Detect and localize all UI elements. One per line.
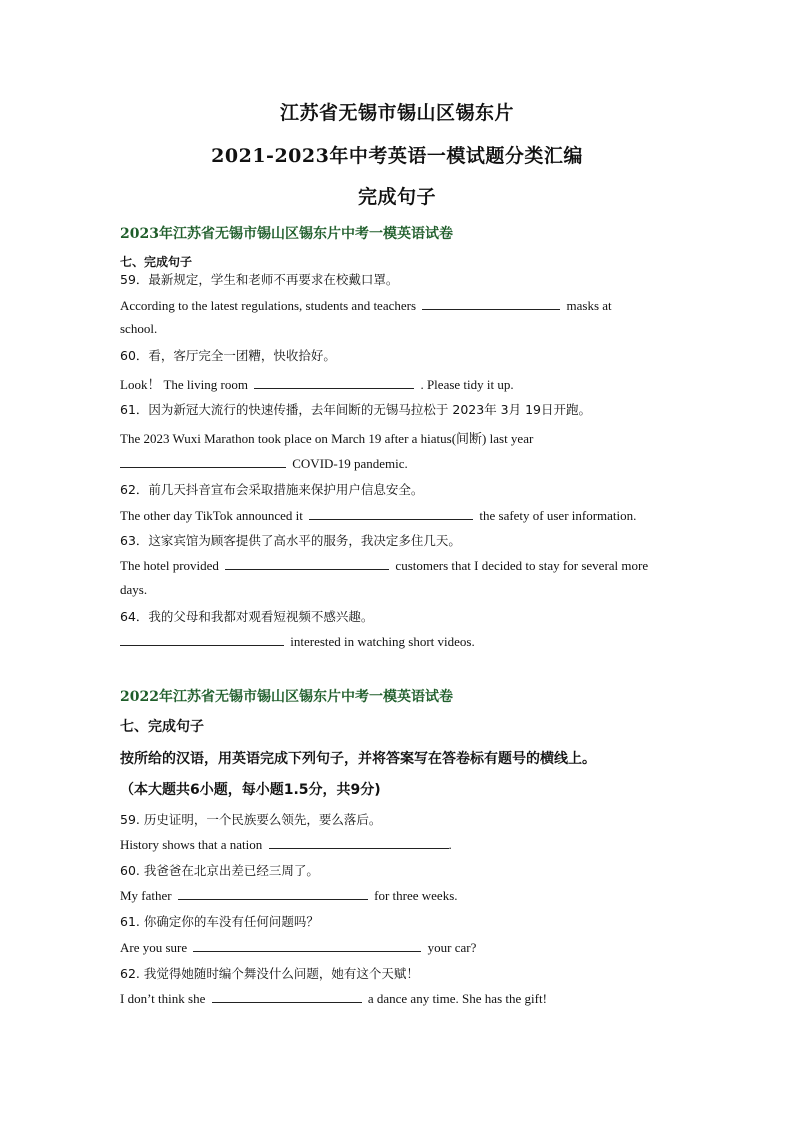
q62-2022-text-b: a dance any time. She has the gift! — [367, 991, 547, 1006]
q62-2023-text-a: The other day TikTok announced it — [120, 508, 303, 523]
q60-2022-text-a: My father — [120, 888, 172, 903]
q59-2023-text-a: According to the latest regulations, students and teachers — [120, 298, 417, 313]
answer-blank[interactable] — [422, 297, 560, 310]
answer-blank[interactable] — [120, 455, 286, 468]
q61-2022-text-a: Are you sure — [120, 940, 188, 955]
q63-2023-chinese: 63．这家宾馆为顾客提供了高水平的服务，我决定多住几天。 — [120, 533, 461, 548]
section-2022-heading: 2022年江苏省无锡市锡山区锡东片中考一模英语试卷 — [120, 689, 453, 705]
answer-blank[interactable] — [309, 507, 473, 520]
doc-title-line2: 2021-2023年中考英语一模试题分类汇编 — [211, 145, 583, 167]
q64-2023-text-b: interested in watching short videos. — [290, 634, 475, 649]
q60-2023-text-b: . Please tidy it up. — [420, 377, 514, 392]
q63-2023-text-a: The hotel provided — [120, 558, 219, 573]
q59-2023-english — [120, 297, 612, 314]
q60-2022-english — [120, 887, 458, 904]
answer-blank[interactable] — [212, 990, 362, 1003]
q59-2022-chinese: 59. 历史证明，一个民族要么领先，要么落后。 — [120, 812, 382, 827]
section-2023-part: 七、完成句子 — [120, 255, 193, 269]
answer-blank[interactable] — [193, 939, 421, 952]
q60-2023-text-a: Look！ The living room — [120, 377, 248, 392]
answer-blank[interactable] — [254, 376, 414, 389]
answer-blank[interactable] — [225, 557, 389, 570]
q60-2022-text-b: for three weeks. — [374, 888, 458, 903]
q59-2023-text-c: school. — [120, 321, 158, 336]
q62-2022-text-a: I don’t think she — [120, 991, 206, 1006]
q62-2023-text-b: the safety of user information. — [479, 508, 637, 523]
q60-2023-english — [120, 374, 514, 393]
q62-2023-chinese: 62．前几天抖音宣布会采取措施来保护用户信息安全。 — [120, 482, 424, 497]
doc-title-line3: 完成句子 — [357, 186, 436, 208]
q60-2022-chinese: 60. 我爸爸在北京出差已经三周了。 — [120, 863, 319, 878]
q61-2023-chinese: 61．因为新冠大流行的快速传播，去年间断的无锡马拉松于 2023年 3月 19日开跑。 — [120, 402, 591, 417]
q59-2022-text-b: . — [448, 837, 452, 852]
answer-blank[interactable] — [120, 633, 284, 646]
q64-2023-chinese: 64．我的父母和我都对观看短视频不感兴趣。 — [120, 609, 374, 624]
q61-2022-english — [120, 939, 476, 956]
q61-2023-text-a: The 2023 Wuxi Marathon took place on March 19 after a hiatus(间断) last year — [120, 431, 534, 446]
q61-2023-text-b: COVID-19 pandemic. — [292, 456, 408, 471]
q59-2023-chinese: 59．最新规定，学生和老师不再要求在校戴口罩。 — [120, 272, 399, 287]
section-2023-heading: 2023年江苏省无锡市锡山区锡东片中考一模英语试卷 — [120, 226, 453, 242]
q62-2022-english — [120, 990, 547, 1007]
q59-2023-text-b: masks at — [566, 298, 612, 313]
q63-2023-text-b: customers that I decided to stay for several more — [395, 558, 649, 573]
q62-2022-chinese: 62. 我觉得她随时编个舞没什么问题，她有这个天赋！ — [120, 966, 419, 981]
answer-blank[interactable] — [269, 836, 449, 849]
doc-title-line1: 江苏省无锡市锡山区锡东片 — [279, 102, 514, 124]
section-2022-scoring: （本大题共6小题，每小题1.5分，共9分) — [120, 782, 381, 798]
answer-blank[interactable] — [178, 887, 368, 900]
q61-2022-chinese: 61. 你确定你的车没有任何问题吗？ — [120, 914, 319, 929]
q63-2023-english — [120, 557, 648, 574]
q61-2023-english-b — [120, 455, 408, 472]
section-2022-instruction: 按所给的汉语，用英语完成下列句子，并将答案写在答卷标有题号的横线上。 — [120, 751, 596, 767]
q61-2022-text-b: your car? — [427, 940, 477, 955]
q60-2023-chinese: 60．看，客厅完全一团糟，快收拾好。 — [120, 348, 336, 363]
q62-2023-english — [120, 507, 636, 524]
q59-2022-english — [120, 836, 452, 853]
section-2022-part: 七、完成句子 — [120, 719, 204, 735]
q64-2023-english — [120, 633, 475, 650]
q63-2023-text-c: days. — [120, 582, 148, 597]
q59-2022-text-a: History shows that a nation — [120, 837, 263, 852]
